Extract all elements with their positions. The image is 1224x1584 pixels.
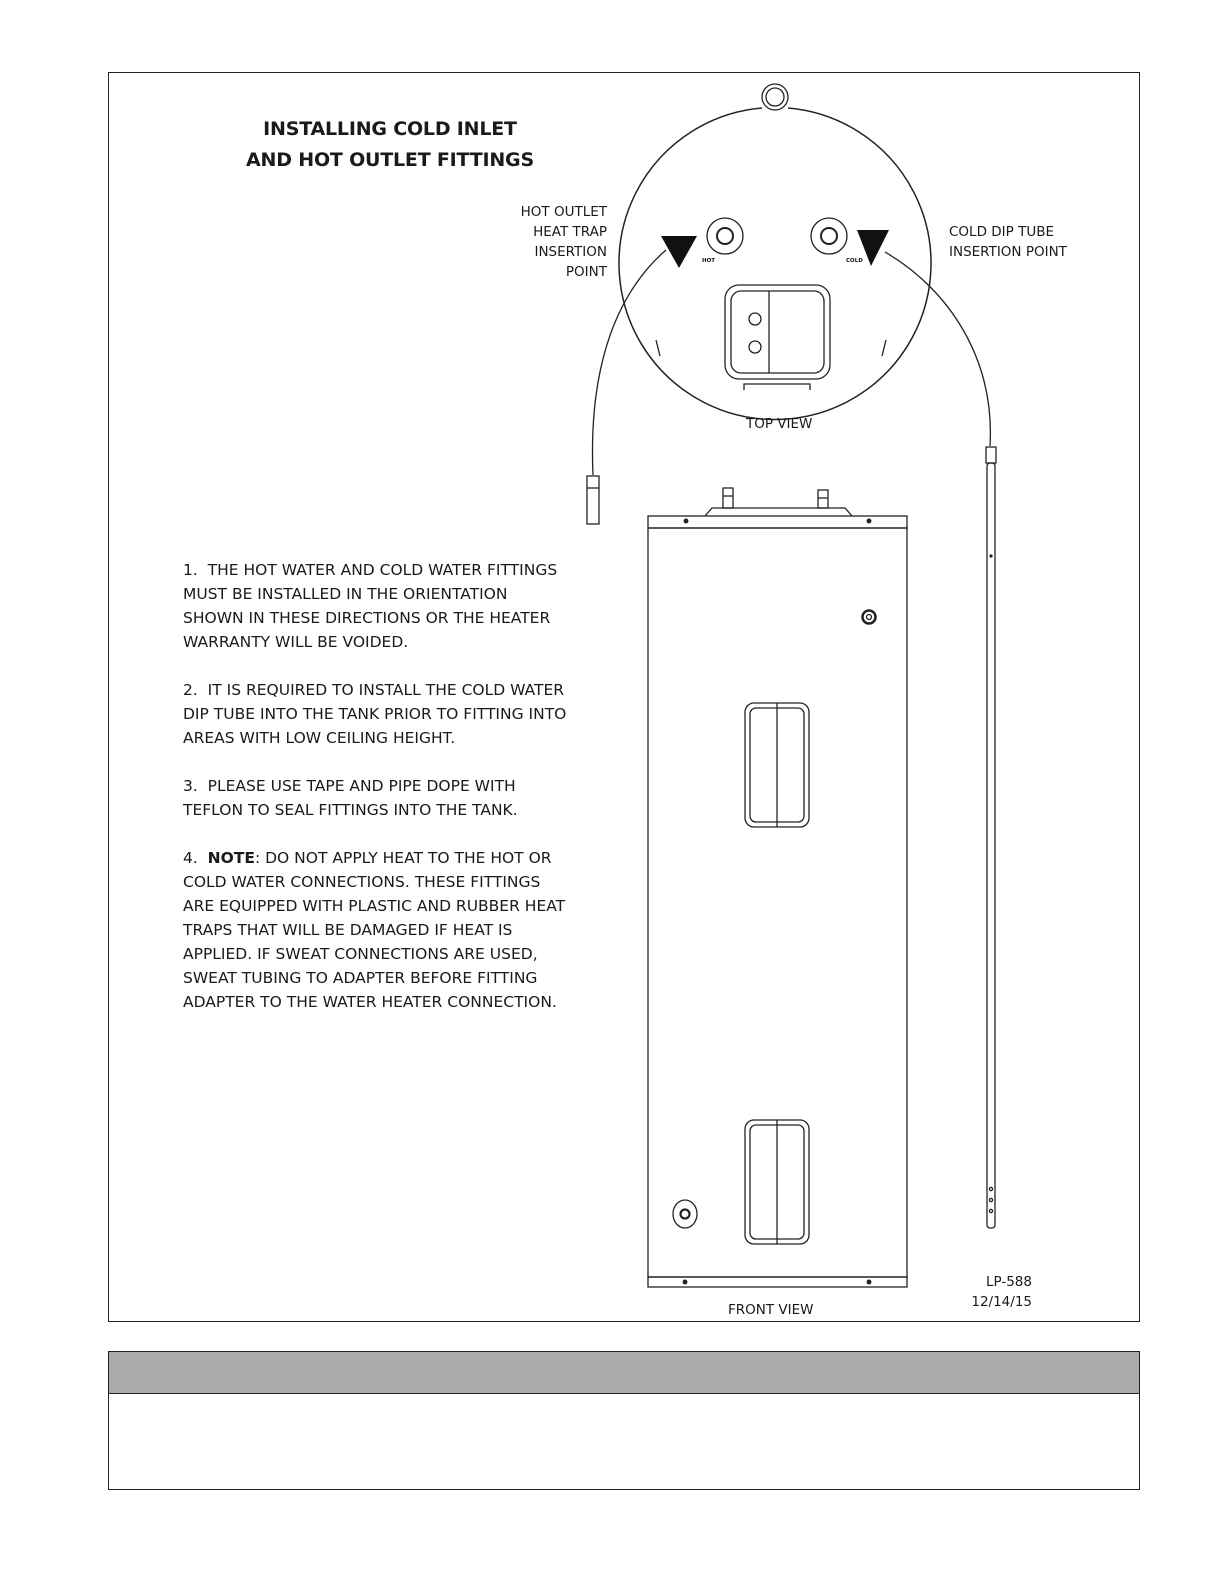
tp-valve-port-inner-icon — [867, 615, 872, 620]
hot-port-icon — [707, 218, 743, 254]
drain-valve-inner-icon — [681, 1210, 690, 1219]
cold-dip-tube-label-line: INSERTION POINT — [949, 244, 1067, 260]
band-screw-icon — [684, 519, 688, 523]
note-line: IT IS REQUIRED TO INSTALL THE COLD WATER — [207, 681, 565, 699]
band-screw-icon — [867, 1280, 871, 1284]
note-emphasis: NOTE — [207, 849, 255, 867]
hot-heat-trap-fitting-icon — [587, 476, 599, 524]
drain-valve-icon — [673, 1200, 697, 1228]
junction-base — [744, 384, 810, 390]
junction-box-inner — [731, 291, 824, 373]
hot-outlet-label-line: POINT — [565, 264, 607, 280]
hot-marker-text: HOT — [702, 258, 716, 264]
hot-marker-triangle-icon — [661, 236, 697, 268]
drawing-reference — [962, 1272, 1032, 1312]
note-number: 1. — [183, 561, 198, 579]
drawing-number: LP-588 — [985, 1274, 1032, 1290]
installation-notes — [183, 558, 623, 1038]
top-anode-port-inner-icon — [766, 88, 784, 106]
dip-tube-mark — [990, 555, 992, 557]
drawing-date: 12/14/15 — [971, 1294, 1032, 1310]
footer-header-bar — [108, 1351, 1140, 1394]
top-view-label: TOP VIEW — [746, 416, 813, 432]
note-line: DIP TUBE INTO THE TANK PRIOR TO FITTING INTO — [183, 705, 567, 723]
junction-knockout-icon — [749, 341, 761, 353]
note-line: THE HOT WATER AND COLD WATER FITTINGS — [207, 561, 558, 579]
note-line: AREAS WITH LOW CEILING HEIGHT. — [183, 729, 456, 747]
cold-marker-text: COLD — [846, 258, 863, 264]
cold-dip-tube-icon — [987, 463, 995, 1228]
note-number: 3. — [183, 777, 198, 795]
note-line: COLD WATER CONNECTIONS. THESE FITTINGS — [183, 873, 541, 891]
dip-tube-hole-icon — [989, 1187, 992, 1190]
dip-tube-hole-icon — [989, 1198, 992, 1201]
footer-box — [108, 1394, 1140, 1490]
note-line: : DO NOT APPLY HEAT TO THE HOT OR — [254, 849, 552, 867]
title-line-1: INSTALLING COLD INLET — [263, 118, 517, 140]
note-line: SWEAT TUBING TO ADAPTER BEFORE FITTING — [183, 969, 538, 987]
note-line: ARE EQUIPPED WITH PLASTIC AND RUBBER HEAT — [183, 897, 566, 915]
title-line-2: AND HOT OUTLET FITTINGS — [246, 149, 534, 171]
tank-top-ticks — [656, 340, 886, 356]
note-line: TEFLON TO SEAL FITTINGS INTO THE TANK. — [183, 801, 518, 819]
hot-outlet-label-line: HOT OUTLET — [520, 204, 607, 220]
note-line: PLEASE USE TAPE AND PIPE DOPE WITH — [207, 777, 516, 795]
note-line: MUST BE INSTALLED IN THE ORIENTATION — [183, 585, 508, 603]
note-1 — [183, 558, 623, 654]
note-line: ADAPTER TO THE WATER HEATER CONNECTION. — [183, 993, 557, 1011]
note-2 — [183, 678, 623, 750]
front-view-label: FRONT VIEW — [728, 1302, 814, 1318]
dip-tube-fitting — [986, 447, 996, 463]
band-screw-icon — [683, 1280, 687, 1284]
hot-nipple-icon — [723, 488, 733, 508]
cold-port-icon — [811, 218, 847, 254]
cold-leader-line — [885, 252, 990, 446]
cold-dip-tube-label-line: COLD DIP TUBE — [949, 224, 1054, 240]
note-line: APPLIED. IF SWEAT CONNECTIONS ARE USED, — [183, 945, 538, 963]
note-3 — [183, 774, 623, 822]
hot-outlet-label-line: INSERTION — [534, 244, 607, 260]
junction-box-outer — [725, 285, 830, 379]
dip-tube-hole-icon — [989, 1209, 992, 1212]
note-number: 2. — [183, 681, 198, 699]
note-line: WARRANTY WILL BE VOIDED. — [183, 633, 409, 651]
cold-nipple-icon — [818, 490, 828, 508]
note-line: SHOWN IN THESE DIRECTIONS OR THE HEATER — [183, 609, 551, 627]
tank-top-cover — [705, 508, 852, 516]
junction-knockout-icon — [749, 313, 761, 325]
hot-outlet-label-line: HEAT TRAP — [533, 224, 607, 240]
band-screw-icon — [867, 519, 871, 523]
hot-port-inner-icon — [717, 228, 733, 244]
tp-valve-port-icon — [863, 611, 876, 624]
note-number: 4. — [183, 849, 198, 867]
cold-port-inner-icon — [821, 228, 837, 244]
note-4 — [183, 846, 623, 1014]
note-line: TRAPS THAT WILL BE DAMAGED IF HEAT IS — [183, 921, 513, 939]
